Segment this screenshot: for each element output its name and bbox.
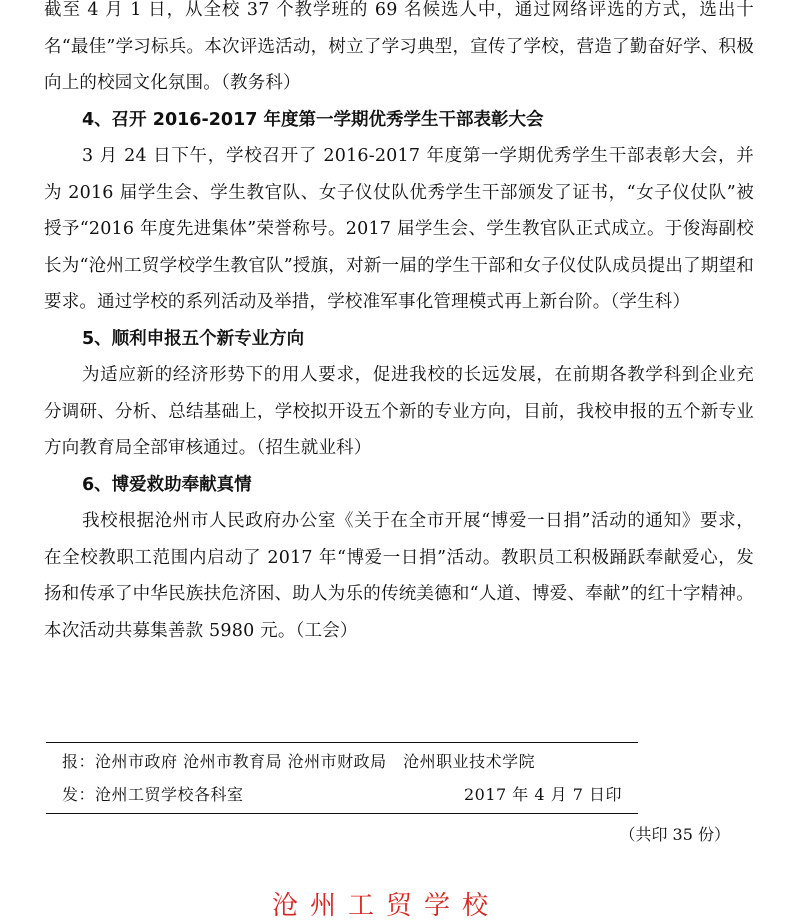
print-count: （共印 35 份）: [619, 825, 730, 844]
section-heading-6: 6、博爱救助奉献真情: [82, 474, 252, 495]
paragraph-charity: 我校根据沧州市人民政府办公室《关于在全市开展“博爱一日捐”活动的通知》要求，在全校教职工范围内启动了 2017 年“博爱一日捐”活动。教职员工积极踊跃奉献爱心，发扬和传承了中华民族扶危济困、助人为乐的传统美德和“人道、博爱、奉献”的红十字精神。本次活动共募集善款 5980 元。（工会）: [44, 511, 754, 641]
send-to-text: 发：沧州工贸学校各科室: [62, 785, 244, 804]
paragraph-student-cadre-awards: 3 月 24 日下午，学校召开了 2016-2017 年度第一学期优秀学生干部表彰大会，并为 2016 届学生会、学生教官队、女子仪仗队优秀学生干部颁发了证书，“女子仪仗队”被授予“2016 年度先进集体”荣誉称号。2017 届学生会、学生教官队正式成立。于俊海副校长为“沧州工贸学校学生教官队”授旗，对新一届的学生干部和女子仪仗队成员提出了期望和要求。通过学校的系列活动及举措，学校准军事化管理模式再上新台阶。（学生科）: [44, 146, 754, 312]
document-body: [44, 0, 754, 649]
report-to-line: 报：沧州市政府 沧州市教育局 沧州市财政局 沧州职业技术学院: [62, 752, 536, 771]
section-heading-4: 4、召开 2016-2017 年度第一学期优秀学生干部表彰大会: [82, 109, 544, 130]
school-name-footer: 沧州工贸学校: [272, 891, 501, 921]
print-date: 2017 年 4 月 7 日印: [463, 785, 622, 804]
paragraph-new-majors: 为适应新的经济形势下的用人要求，促进我校的长远发展，在前期各教学科到企业充分调研、分析、总结基础上，学校拟开设五个新的专业方向，目前，我校申报的五个新专业方向教育局全部审核通过。（招生就业科）: [44, 365, 754, 458]
send-to-line: [62, 779, 630, 811]
distribution-box: [46, 742, 638, 814]
section-heading-5: 5、顺利申报五个新专业方向: [82, 328, 305, 349]
paragraph-study-model: 截至 4 月 1 日，从全校 37 个教学班的 69 名候选人中，通过网络评选的方式，选出十名“最佳”学习标兵。本次评选活动，树立了学习典型，宣传了学校，营造了勤奋好学、积极向上的校园文化氛围。（教务科）: [44, 0, 754, 93]
